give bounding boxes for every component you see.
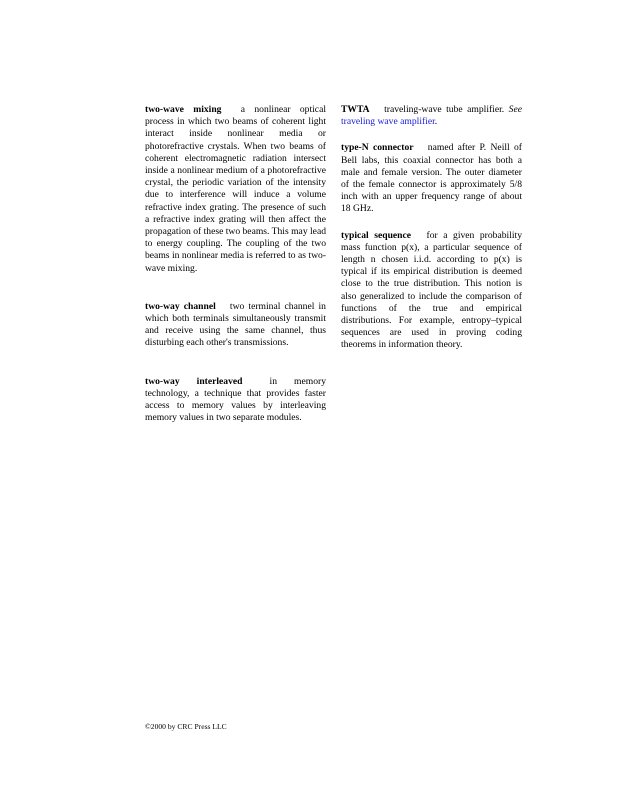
entry-definition: traveling-wave tube amplifier. <box>384 104 505 115</box>
cross-reference-link[interactable]: traveling wave amplifier <box>341 116 435 128</box>
right-column <box>341 104 522 378</box>
entry-definition: for a given probability mass function p(x), a particular sequence of length n chosen i.i.d. according to p(x) is typical if its empirical distribution is deemed close to the true distribution. This notion is also generalized to include the comparison of functions of the true and empirical distributions. For example, entropy–typical sequences are used in proving coding theorems in information theory. <box>341 229 522 351</box>
entry-definition: named after P. Neill of Bell labs, this coaxial connector has both a male and female version. The outer diameter of the female connector is approximately 5/8 inch with an upper frequency range of about 18 GHz. <box>341 142 522 215</box>
entry-definition: in memory technology, a technique that provides faster access to memory values by interleaving memory values in two separate modules. <box>145 375 326 424</box>
entry-two-wave-mixing <box>145 104 326 275</box>
entry-definition: a nonlinear optical process in which two beams of coherent light interact inside nonlinear media or photorefractive crystals. When two beams of coherent electromagnetic radiation intersect inside a nonlinear medium of a photorefractive crystal, the periodic variation of the intensity due to interference will induce a volume refractive index grating. The presence of such a refractive index grating will then affect the propagation of these two beams. This may lead to energy coupling. The coupling of the two beams in nonlinear media is referred to as two-wave mixing. <box>145 104 326 274</box>
entry-two-way-interleaved <box>145 376 326 425</box>
entry-twta <box>341 104 522 128</box>
entry-term: TWTA <box>341 104 370 115</box>
left-column <box>145 104 326 450</box>
entry-term: type-N connector <box>341 142 414 154</box>
entry-definition: two terminal channel in which both terminals simultaneously transmit and receive using the same channel, thus disturbing each other's transmissions. <box>145 300 326 349</box>
copyright-footer: ©2000 by CRC Press LLC <box>145 722 227 731</box>
period: . <box>434 116 438 128</box>
entry-term: two-way channel <box>145 300 216 312</box>
see-label: See <box>508 104 522 115</box>
entry-two-way-channel <box>145 301 326 350</box>
entry-term: two-way interleaved <box>145 375 243 387</box>
entry-term: two-wave mixing <box>145 104 222 115</box>
entry-type-n-connector <box>341 142 522 215</box>
entry-typical-sequence <box>341 230 522 352</box>
entry-term: typical sequence <box>341 229 412 241</box>
